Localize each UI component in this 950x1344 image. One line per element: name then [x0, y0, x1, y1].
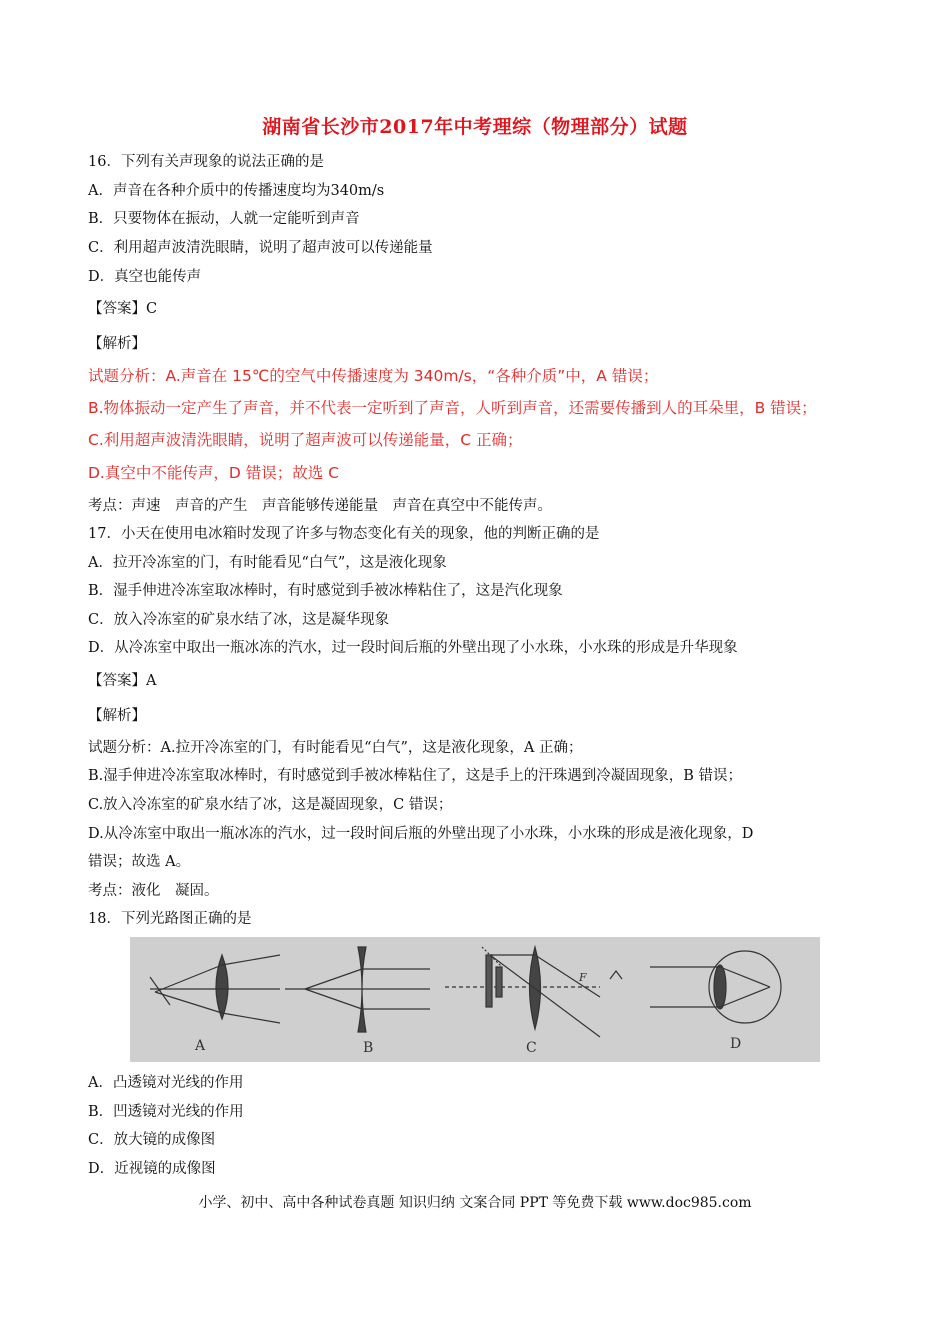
q17-option-a: A．拉开冷冻室的门，有时能看见“白气”，这是液化现象: [88, 555, 447, 571]
q18-option-c: C．放大镜的成像图: [88, 1132, 216, 1148]
q16-stem: 16．下列有关声现象的说法正确的是: [88, 154, 324, 170]
light-path-figure: [130, 937, 820, 1062]
diagram-d-eye: [650, 951, 781, 1023]
page-footer: 小学、初中、高中各种试卷真题 知识归纳 文案合同 PPT 等免费下载 www.doc985.com: [198, 1195, 752, 1211]
figure-label-d: D: [730, 1036, 742, 1052]
q16-option-d: D．真空也能传声: [88, 269, 202, 285]
q17-stem: 17．小天在使用电冰箱时发现了许多与物态变化有关的现象，他的判断正确的是: [88, 526, 600, 542]
q17-analysis-line: 错误；故选 A。: [88, 854, 191, 870]
q18-option-a: A．凸透镜对光线的作用: [88, 1075, 244, 1091]
diagram-c-magnifier: [445, 947, 622, 1037]
q16-analysis-label: 【解析】: [88, 336, 146, 352]
q17-analysis-line: B.湿手伸进冷冻室取冰棒时，有时感觉到手被冰棒粘住了，这是手上的汗珠遇到冷凝固现象，B 错误；: [88, 768, 743, 784]
q16-analysis-line: B.物体振动一定产生了声音，并不代表一定听到了声音，人听到声音，还需要传播到人的耳朵里，B 错误；: [88, 399, 817, 417]
q18-option-b: B．凹透镜对光线的作用: [88, 1104, 244, 1120]
diagram-b-concave-lens: [285, 947, 430, 1032]
q17-option-c: C．放入冷冻室的矿泉水结了冰，这是凝华现象: [88, 612, 390, 628]
q16-analysis-line: C.利用超声波清洗眼睛，说明了超声波可以传递能量，C 正确；: [88, 431, 523, 449]
q18-option-d: D．近视镜的成像图: [88, 1161, 216, 1177]
q16-option-a: A．声音在各种介质中的传播速度均为340m/s: [88, 183, 385, 199]
figure-label-b: B: [363, 1040, 374, 1056]
q16-answer: 【答案】C: [88, 301, 158, 317]
q17-answer: 【答案】A: [88, 673, 157, 689]
q16-analysis-line: D.真空中不能传声，D 错误；故选 C: [88, 464, 339, 482]
focus-label: F: [579, 971, 587, 984]
figure-label-a: A: [195, 1038, 206, 1054]
light-path-diagrams: [130, 937, 820, 1062]
q18-stem: 18．下列光路图正确的是: [88, 911, 252, 927]
q17-analysis-line: 试题分析：A.拉开冷冻室的门，有时能看见“白气”，这是液化现象，A 正确；: [88, 740, 583, 756]
q16-option-c: C．利用超声波清洗眼睛，说明了超声波可以传递能量: [88, 240, 433, 256]
figure-label-c: C: [526, 1040, 537, 1056]
q16-analysis-line: 试题分析：A.声音在 15℃的空气中传播速度为 340m/s，“各种介质”中，A 错误；: [88, 367, 659, 385]
diagram-a-convex-lens: [150, 955, 280, 1023]
q16-points: 考点：声速 声音的产生 声音能够传递能量 声音在真空中不能传声。: [88, 498, 552, 514]
q16-option-b: B．只要物体在振动，人就一定能听到声音: [88, 211, 360, 227]
q17-analysis-label: 【解析】: [88, 708, 146, 724]
q17-analysis-line: D.从冷冻室中取出一瓶冰冻的汽水，过一段时间后瓶的外壁出现了小水珠，小水珠的形成是液化现象，D: [88, 826, 754, 842]
q17-analysis-line: C.放入冷冻室的矿泉水结了冰，这是凝固现象，C 错误；: [88, 797, 453, 813]
q17-option-d: D．从冷冻室中取出一瓶冰冻的汽水，过一段时间后瓶的外壁出现了小水珠，小水珠的形成是升华现象: [88, 640, 738, 656]
page-title: 湖南省长沙市2017年中考理综（物理部分）试题: [262, 116, 688, 138]
q17-option-b: B．湿手伸进冷冻室取冰棒时，有时感觉到手被冰棒粘住了，这是汽化现象: [88, 583, 563, 599]
q17-points: 考点：液化 凝固。: [88, 883, 219, 899]
